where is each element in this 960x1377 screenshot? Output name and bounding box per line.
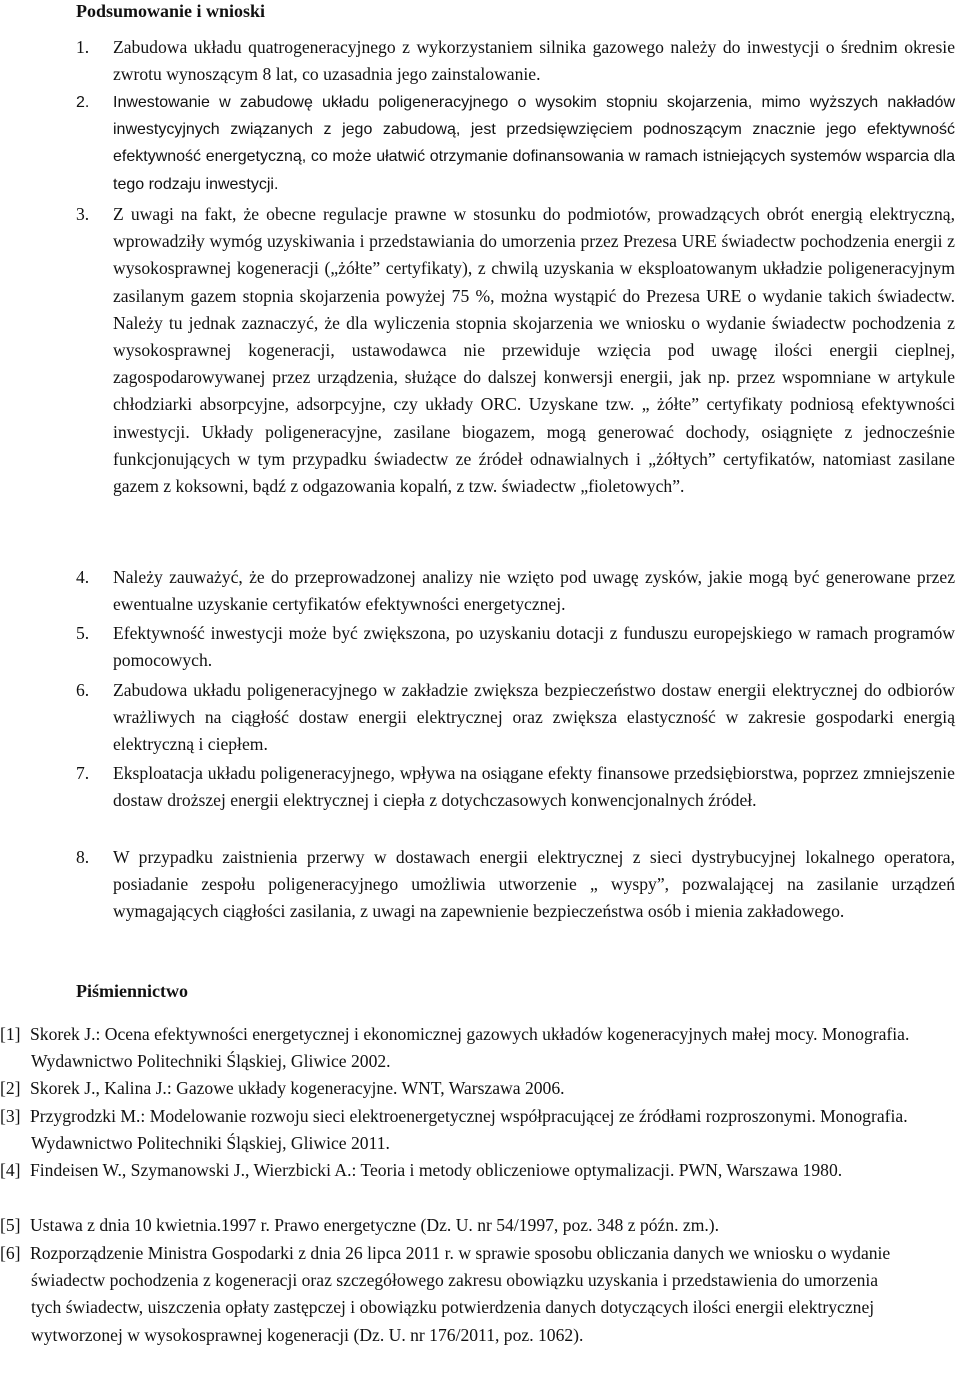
reference-text: Skorek J.: Ocena efektywności energetycznej i ekonomicznej gazowych układów kogeneracyjnych małej mocy. Monografia. Wydawnictwo Politechniki Śląskiej, Gliwice 2002. — [30, 1024, 910, 1072]
list-item-text: Z uwagi na fakt, że obecne regulacje prawne w stosunku do podmiotów, prowadzących obrót energią elektryczną, wprowadziły wymóg uzyskiwania i przedstawiania do umorzenia przez Prezesa URE świadectw pochodzenia energii z wysokosprawnej kogeneracji („żółte” certyfikaty), z chwilą uzyskania w eksploatowanym układzie poligeneracyjnym zasilanym gazem stopnia skojarzenia powyżej 75 %, można wystąpić do Prezesa URE o wydanie takich świadectw. Należy tu jednak zaznaczyć, że dla wyliczenia stopnia skojarzenia we wniosku o wydanie świadectw pochodzenia z wysokosprawnej kogeneracji, ustawodawca nie przewiduje wzięcia pod uwagę ilości energii cieplnej, zagospodarowywanej przez urządzenia, służące do dalszej konwersji energii, jak np. przez wspomniane w artykule chłodziarki absorpcyjne, adsorpcyjne, czy układy ORC. Uzyskane tzw. „ żółte” certyfikaty podniosą efektywności inwestycji. Układy poligeneracyjne, zasilane biogazem, mogą generować dochody, osiągnięte z jednocześnie funkcjonujących w tym przypadku świadectw ze źródeł odnawialnych i „żółtych” certyfikatów, natomiast zasilane gazem z koksowni, bądź z odgazowania kopalń, z tzw. świadectw „fioletowych”. — [113, 204, 955, 497]
list-item-text: Zabudowa układu poligeneracyjnego w zakładzie zwiększa bezpieczeństwo dostaw energii elektrycznej do odbiorów wrażliwych na ciągłość dostaw energii elektrycznej oraz zwiększa elastyczność w zakresie gospodarki energią elektryczną i ciepłem. — [113, 680, 955, 755]
list-item-number: 2. — [76, 94, 90, 111]
list-item-number: 4. — [76, 567, 90, 587]
list-item-number: 5. — [76, 623, 90, 643]
list-item-text: Zabudowa układu quatrogeneracyjnego z wykorzystaniem silnika gazowego należy do inwestycji o średnim okresie zwrotu wynoszącym 8 lat, co uzasadnia jego zainstalowanie. — [113, 37, 955, 85]
reference-number: [2] — [0, 1078, 21, 1098]
reference-number: [5] — [0, 1215, 21, 1235]
reference-text: Przygrodzki M.: Modelowanie rozwoju sieci elektroenergetycznej współpracującej ze źródłami rozproszonymi. Monografia. Wydawnictwo Politechniki Śląskiej, Gliwice 2011. — [30, 1106, 908, 1154]
list-item-number: 3. — [76, 204, 90, 224]
list-item-text: Efektywność inwestycji może być zwiększona, po uzyskaniu dotacji z funduszu europejskiego w ramach programów pomocowych. — [113, 623, 955, 671]
list-item-text: W przypadku zaistnienia przerwy w dostawach energii elektrycznej z sieci dystrybucyjnej lokalnego operatora, posiadanie zespołu poligeneracyjnego umożliwia utworzenie „ wyspy”, pozwalającej na zasilanie urządzeń wymagających ciągłości zasilania, z uwagi na zapewnienie bezpieczeństwa osób i mienia zakładowego. — [113, 847, 955, 922]
reference-number: [1] — [0, 1024, 21, 1044]
reference-text: Skorek J., Kalina J.: Gazowe układy kogeneracyjne. WNT, Warszawa 2006. — [30, 1078, 565, 1098]
list-item-text: Należy zauważyć, że do przeprowadzonej analizy nie wzięto pod uwagę zysków, jakie mogą być generowane przez ewentualne uzyskanie certyfikatów efektywności energetycznej. — [113, 567, 955, 615]
reference-number: [4] — [0, 1160, 21, 1180]
list-item-text: Eksploatacja układu poligeneracyjnego, wpływa na osiągane efekty finansowe przedsiębiorstwa, poprzez zmniejszenie dostaw droższej energii elektrycznej i ciepła z dotychczasowych konwencjonalnych źródeł. — [113, 763, 955, 811]
list-item-number: 7. — [76, 763, 90, 783]
list-item-number: 6. — [76, 680, 90, 700]
section-heading-summary: Podsumowanie i wnioski — [76, 1, 266, 21]
list-item-number: 8. — [76, 847, 90, 867]
list-item-number: 1. — [76, 37, 90, 57]
list-item-text: Inwestowanie w zabudowę układu poligeneracyjnego o wysokim stopniu skojarzenia, mimo wyższych nakładów inwestycyjnych związanych z jego zabudową, jest przedsięwzięciem podnoszącym znacznie jego efektywność efektywność energetyczną, co może ułatwić otrzymanie dofinansowania w ramach istniejących systemów wsparcia dla tego rodzaju inwestycji. — [113, 94, 955, 193]
reference-number: [6] — [0, 1243, 21, 1263]
reference-text: Findeisen W., Szymanowski J., Wierzbicki A.: Teoria i metody obliczeniowe optymalizacji. PWN, Warszawa 1980. — [30, 1160, 843, 1180]
reference-number: [3] — [0, 1106, 21, 1126]
reference-text: Ustawa z dnia 10 kwietnia.1997 r. Prawo energetyczne (Dz. U. nr 54/1997, poz. 348 z późn. zm.). — [30, 1215, 720, 1235]
reference-text: Rozporządzenie Ministra Gospodarki z dnia 26 lipca 2011 r. w sprawie sposobu obliczania danych we wniosku o wydanie świadectw pochodzenia z kogeneracji oraz szczegółowego zakresu obowiązku uzyskania i przedstawienia do umorzenia tych świadectw, uiszczenia opłaty zastępczej i obowiązku potwierdzenia danych dotyczących ilości energii elektrycznej wytworzonej w wysokosprawnej kogeneracji (Dz. U. nr 176/2011, poz. 1062). — [30, 1243, 891, 1345]
section-heading-references: Piśmiennictwo — [76, 981, 188, 1001]
